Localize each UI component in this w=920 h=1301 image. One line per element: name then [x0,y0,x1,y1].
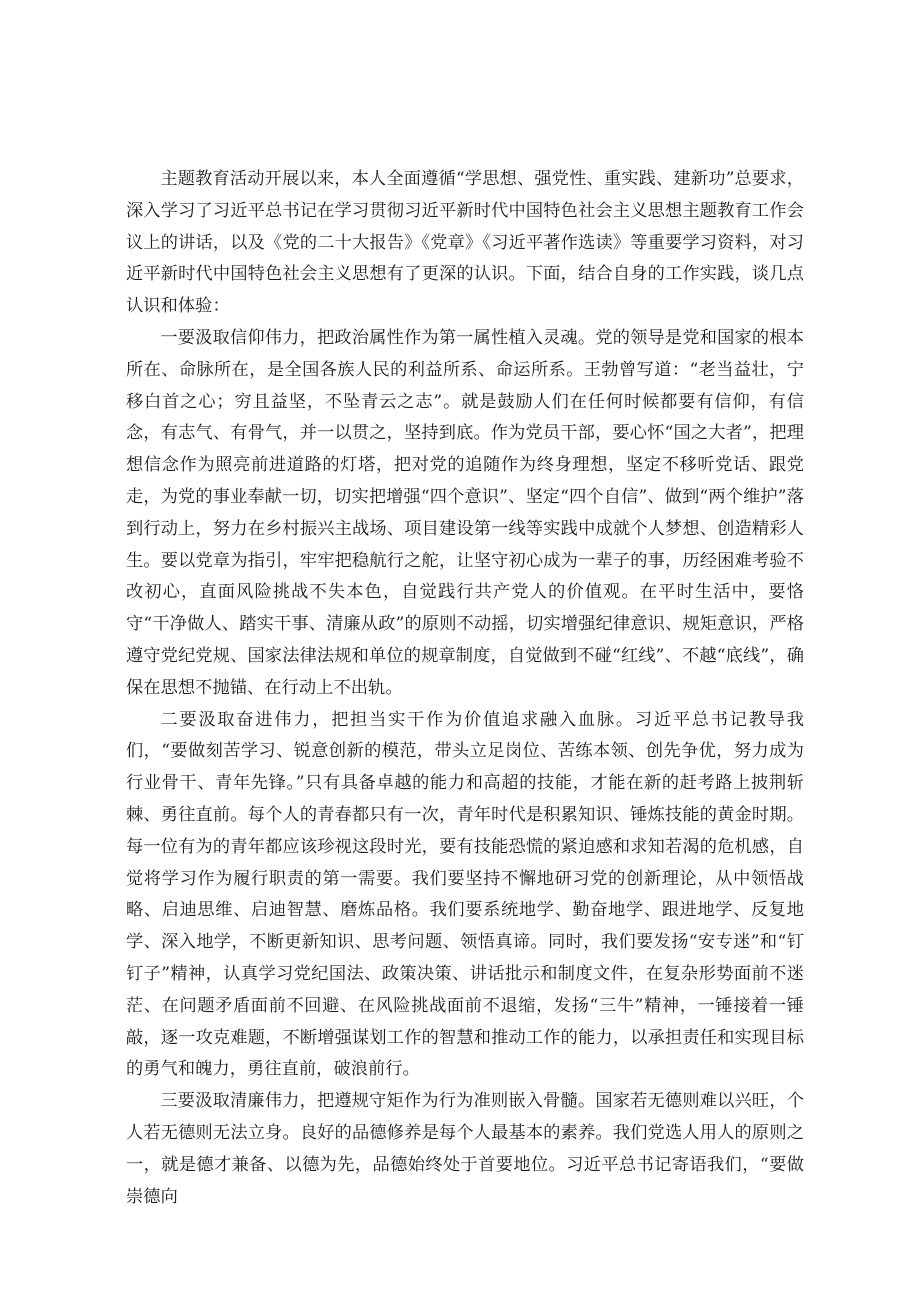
document-page [126,164,804,1213]
point-three-paragraph: 三要汲取清廉伟力，把遵规守矩作为行为准则嵌入骨髓。国家若无德则难以兴旺，个人若无德则无法立身。良好的品德修养是每个人最基本的素养。我们党选人用人的原则之一，就是德才兼备、以德为先，品德始终处于首要地位。习近平总书记寄语我们，“要做崇德向 [126,1091,804,1207]
point-one-paragraph: 一要汲取信仰伟力，把政治属性作为第一属性植入灵魂。党的领导是党和国家的根本所在、命脉所在，是全国各族人民的利益所系、命运所系。王勃曾写道：“老当益壮，宁移白首之心；穷且益坚，不坠青云之志”。就是鼓励人们在任何时候都要有信仰，有信念，有志气、有骨气，并一以贯之，坚持到底。作为党员干部，要心怀“国之大者”，把理想信念作为照亮前进道路的灯塔，把对党的追随作为终身理想，坚定不移听党话、跟党走，为党的事业奉献一切，切实把增强“四个意识”、坚定“四个自信”、做到“两个维护”落到行动上，努力在乡村振兴主战场、项目建设第一线等实践中成就个人梦想、创造精彩人生。要以党章为指引，牢牢把稳航行之舵，让坚守初心成为一辈子的事，历经困难考验不改初心，直面风险挑战不失本色，自觉践行共产党人的价值观。在平时生活中，要恪守“干净做人、踏实干事、清廉从政”的原则不动摇，切实增强纪律意识、规矩意识，严格遵守党纪党规、国家法律法规和单位的规章制度，自觉做到不碰“红线”、不越“底线”，确保在思想不抛锚、在行动上不出轨。 [126,327,804,698]
intro-paragraph: 主题教育活动开展以来，本人全面遵循“学思想、强党性、重实践、建新功”总要求，深入学习了习近平总书记在学习贯彻习近平新时代中国特色社会主义思想主题教育工作会议上的讲话，以及《党的二十大报告》《党章》《习近平著作选读》等重要学习资料，对习近平新时代中国特色社会主义思想有了更深的认识。下面，结合自身的工作实践，谈几点认识和体验： [126,169,804,317]
point-two-paragraph: 二要汲取奋进伟力，把担当实干作为价值追求融入血脉。习近平总书记教导我们，“要做刻苦学习、锐意创新的模范，带头立足岗位、苦练本领、创先争优，努力成为行业骨干、青年先锋。”只有具备卓越的能力和高超的技能，才能在新的赶考路上披荆斩棘、勇往直前。每个人的青春都只有一次，青年时代是积累知识、锤炼技能的黄金时期。每一位有为的青年都应该珍视这段时光，要有技能恐慌的紧迫感和求知若渴的危机感，自觉将学习作为履行职责的第一需要。我们要坚持不懈地研习党的创新理论，从中领悟战略、启迪思维、启迪智慧、磨炼品格。我们要系统地学、勤奋地学、跟进地学、反复地学、深入地学，不断更新知识、思考问题、领悟真谛。同时，我们要发扬“安专迷”和“钉钉子”精神，认真学习党纪国法、政策决策、讲话批示和制度文件，在复杂形势面前不迷茫、在问题矛盾面前不回避、在风险挑战面前不退缩，发扬“三牛”精神，一锤接着一锤敲，逐一攻克难题，不断增强谋划工作的智慧和推动工作的能力，以承担责任和实现目标的勇气和魄力，勇往直前，破浪前行。 [126,709,804,1080]
